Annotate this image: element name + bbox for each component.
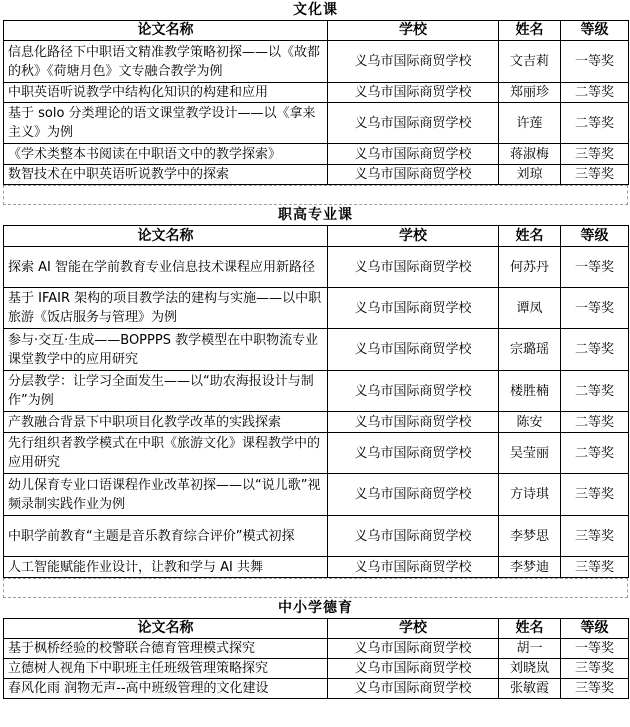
author-cell: 宗璐瑶 [499,329,561,371]
paper-title: 基于枫桥经验的校警联合德育管理模式探究 [4,639,328,659]
table-row [4,371,629,412]
author-cell: 郑丽珍 [499,83,561,103]
col-name-header: 姓名 [499,21,561,41]
award-list-sheet [3,0,628,699]
header-row [4,226,629,247]
table-row [4,474,629,516]
col-school-header: 学校 [328,226,499,247]
table-row [4,412,629,433]
author-cell: 胡一 [499,639,561,659]
paper-title: 幼儿保育专业口语课程作业改革初探——以“说儿歌”视频录制实践作业为例 [4,474,328,516]
author-cell: 李梦迪 [499,557,561,578]
grade-cell: 三等奖 [561,557,629,578]
award-table [3,225,629,578]
grade-cell: 二等奖 [561,103,629,144]
school-cell: 义乌市国际商贸学校 [328,41,499,83]
section-culture [3,0,628,185]
col-grade-header: 等级 [561,21,629,41]
section-heading: 中小学德育 [278,600,353,616]
table-row [4,144,629,165]
author-cell: 方诗琪 [499,474,561,516]
school-cell: 义乌市国际商贸学校 [328,371,499,412]
table-row [4,83,629,103]
author-cell: 刘晓岚 [499,659,561,679]
author-cell: 何苏丹 [499,247,561,288]
paper-title: 基于 solo 分类理论的语文课堂教学设计——以《拿来主义》为例 [4,103,328,144]
grade-cell: 二等奖 [561,329,629,371]
section-moral-education [3,598,628,699]
author-cell: 吴莹丽 [499,433,561,474]
paper-title: 数智技术在中职英语听说教学中的探索 [4,165,328,185]
author-cell: 刘琼 [499,165,561,185]
section-heading: 文化课 [293,2,338,18]
paper-title: 产教融合背景下中职项目化教学改革的实践探索 [4,412,328,433]
grade-cell: 三等奖 [561,144,629,165]
header-row [4,21,629,41]
section-divider [3,578,628,598]
paper-title: 基于 IFAIR 架构的项目教学法的建构与实施——以中职旅游《饭店服务与管理》为例 [4,288,328,329]
col-school-header: 学校 [328,619,499,639]
table-row [4,103,629,144]
school-cell: 义乌市国际商贸学校 [328,247,499,288]
col-name-header: 姓名 [499,226,561,247]
school-cell: 义乌市国际商贸学校 [328,288,499,329]
section-divider [3,185,628,205]
school-cell: 义乌市国际商贸学校 [328,103,499,144]
school-cell: 义乌市国际商贸学校 [328,679,499,699]
school-cell: 义乌市国际商贸学校 [328,144,499,165]
paper-title: 信息化路径下中职语文精准教学策略初探——以《故都的秋》《荷塘月色》文专融合教学为例 [4,41,328,83]
table-row [4,639,629,659]
header-row [4,619,629,639]
grade-cell: 二等奖 [561,433,629,474]
table-row [4,557,629,578]
table-row [4,659,629,679]
grade-cell: 一等奖 [561,247,629,288]
author-cell: 许莲 [499,103,561,144]
grade-cell: 三等奖 [561,165,629,185]
paper-title: 中职学前教育“主题是音乐教育综合评价”模式初探 [4,516,328,557]
school-cell: 义乌市国际商贸学校 [328,329,499,371]
paper-title: 中职英语听说教学中结构化知识的构建和应用 [4,83,328,103]
table-row [4,41,629,83]
col-grade-header: 等级 [561,619,629,639]
school-cell: 义乌市国际商贸学校 [328,433,499,474]
grade-cell: 三等奖 [561,516,629,557]
author-cell: 谭凤 [499,288,561,329]
col-title-header: 论文名称 [4,21,328,41]
grade-cell: 二等奖 [561,83,629,103]
grade-cell: 一等奖 [561,41,629,83]
author-cell: 李梦思 [499,516,561,557]
school-cell: 义乌市国际商贸学校 [328,165,499,185]
paper-title: 参与·交互·生成——BOPPPS 教学模型在中职物流专业课堂教学中的应用研究 [4,329,328,371]
paper-title: 探索 AI 智能在学前教育专业信息技术课程应用新路径 [4,247,328,288]
grade-cell: 三等奖 [561,659,629,679]
table-row [4,679,629,699]
table-row [4,165,629,185]
author-cell: 蒋淑梅 [499,144,561,165]
school-cell: 义乌市国际商贸学校 [328,83,499,103]
award-table [3,618,629,699]
col-school-header: 学校 [328,21,499,41]
paper-title: 春风化雨 润物无声--高中班级管理的文化建设 [4,679,328,699]
school-cell: 义乌市国际商贸学校 [328,412,499,433]
grade-cell: 三等奖 [561,474,629,516]
table-row [4,329,629,371]
section-vocational [3,205,628,578]
col-grade-header: 等级 [561,226,629,247]
paper-title: 人工智能赋能作业设计，让教和学与 AI 共舞 [4,557,328,578]
section-heading: 职高专业课 [278,207,353,223]
grade-cell: 一等奖 [561,288,629,329]
author-cell: 文吉莉 [499,41,561,83]
award-table [3,20,629,185]
paper-title: 先行组织者教学模式在中职《旅游文化》课程教学中的应用研究 [4,433,328,474]
col-title-header: 论文名称 [4,226,328,247]
col-name-header: 姓名 [499,619,561,639]
table-row [4,288,629,329]
grade-cell: 三等奖 [561,679,629,699]
paper-title: 分层教学：让学习全面发生——以“助农海报设计与制作”为例 [4,371,328,412]
school-cell: 义乌市国际商贸学校 [328,516,499,557]
paper-title: 《学术类整本书阅读在中职语文中的教学探索》 [4,144,328,165]
col-title-header: 论文名称 [4,619,328,639]
paper-title: 立德树人视角下中职班主任班级管理策略探究 [4,659,328,679]
table-row [4,247,629,288]
school-cell: 义乌市国际商贸学校 [328,639,499,659]
grade-cell: 二等奖 [561,371,629,412]
grade-cell: 一等奖 [561,639,629,659]
school-cell: 义乌市国际商贸学校 [328,557,499,578]
school-cell: 义乌市国际商贸学校 [328,659,499,679]
grade-cell: 二等奖 [561,412,629,433]
school-cell: 义乌市国际商贸学校 [328,474,499,516]
table-row [4,433,629,474]
author-cell: 楼胜楠 [499,371,561,412]
author-cell: 张敏霞 [499,679,561,699]
table-row [4,516,629,557]
author-cell: 陈安 [499,412,561,433]
